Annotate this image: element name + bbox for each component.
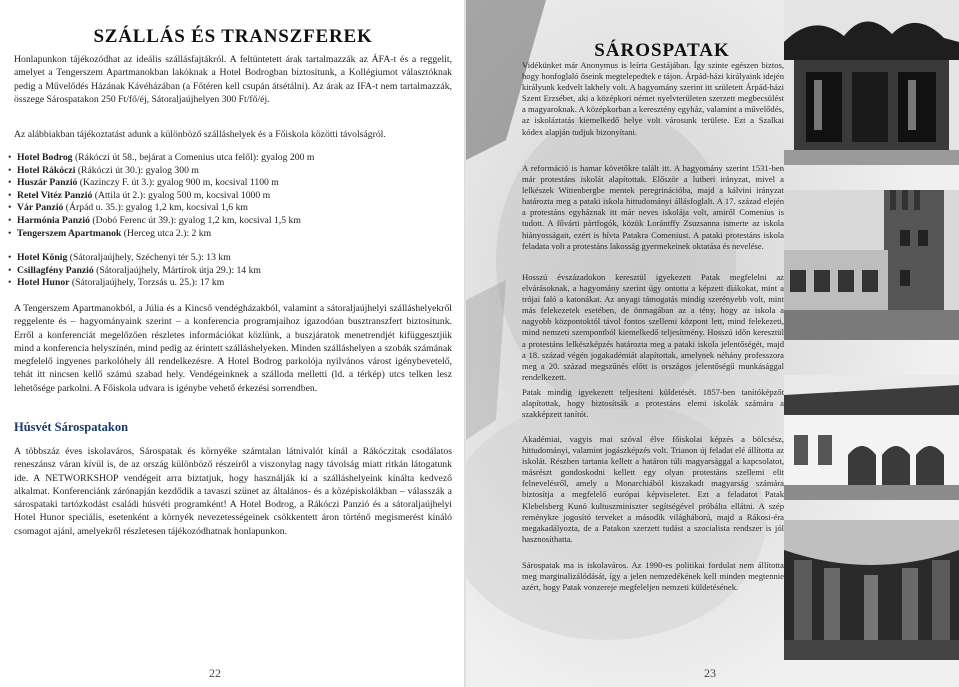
- accommodation-list-satoraljaujhely: [8, 252, 448, 290]
- left-page: [0, 0, 466, 687]
- list-item: • Retel Vitéz Panzió (Attila út 2.): gyalog 500 m, kocsival 1000 m: [8, 190, 448, 203]
- list-item: • Huszár Panzió (Kazinczy F. út 3.): gyalog 900 m, kocsival 1100 m: [8, 177, 448, 190]
- page-title-right: SÁROSPATAK: [594, 40, 730, 61]
- transfer-paragraph: A Tengerszem Apartmanokból, a Júlia és a Kincső vendégházakból, valamint a sátoraljaújhelyi szálláshelyekről reggelente és – hagyományaink szerint – a konferencia programjaihoz igazodóan busztranszfert biztosítunk. Erről a konferenciát megelőzően részletes információkat közlünk, a buszjáratok menetrendjét kifüggesztjük mind a konferencia helyszínén, mind pedig az érintett szálláshelyeken. Minden szálláshelyen a szobák számának megfelelő ingyenes parkolóhely áll rendelkezésre. A Hotel Bodrog parkolója nyilvános várost igénybevetelő, tehát itt nincsen kellő számú szabad hely. Vendégeinknek a szálloda melletti (ld. a térkép) utcs telken lesz lehetősége parkolni. A Főiskola udvara is igénybe vehető érkezési sorrendben.: [14, 303, 452, 394]
- list-item: • Csillagfény Panzió (Sátoraljaújhely, Mártírok útja 29.): 14 km: [8, 265, 448, 278]
- right-page: [466, 0, 959, 687]
- list-item: • Hotel Hunor (Sátoraljaújhely, Torzsás u. 25.): 17 km: [8, 277, 448, 290]
- list-item: • Hotel König (Sátoraljaújhely, Széchenyi tér 5.): 13 km: [8, 252, 448, 265]
- easter-paragraph: A többszáz éves iskolaváros, Sárospatak és környéke számtalan látnivalót kínál a Rákóczitak csodálatos reneszánsz váran kívül is, de az ország különböző részeiről a viszonylag nagy távolság miatt ritkán látogatunk ide. A NETWORKSHOP vendégeit arra biztatjuk, hogy használják ki a szálláshelyeink kínálta kedvező alkalmat. Konferenciánk zárónapján kezdődik a tavaszi szünet az általános- és a középiskolákban – válasszák a sárospataki tartózkodást családi húsvéti programként! A Hotel Bodrog, a Rákóczi Panzió és a sátoraljaújhelyi Hotel Hunor speciális, esetenként a környék nevezetességeinek csökkentett áron történő megismerést kínáló csomagot ajánl, amelyekről részletesen tájékozódhatnak honlapunkon.: [14, 446, 452, 537]
- list-item: • Tengerszem Apartmanok (Herceg utca 2.): 2 km: [8, 228, 448, 241]
- library-interior-photo: [784, 520, 959, 660]
- arcade-courtyard-photo: [784, 375, 959, 500]
- page-number-right: 23: [704, 666, 716, 680]
- list-item: • Harmónia Panzió (Dobó Ferenc út 39.): gyalog 1,2 km, kocsival 1,5 km: [8, 215, 448, 228]
- castle-tower-photo: [784, 190, 959, 340]
- modern-building-photo: [784, 0, 959, 165]
- paragraph-4: Patak mindig igyekezett teljesíteni küldetését. 1857-ben tanítóképzőt alapítottak, hogy biztosítsák a protestáns elemi iskolák számára a szakképzett tanítót.: [522, 387, 784, 420]
- paragraph-3: Hosszú évszázadokon keresztül igyekezett Patak megfelelni az elvárásoknak, a hagyomány szerint úgy ontotta a képzett diákokat, mint a trójai faló a katonákat. Az anyagi támogatás mindig szerényebb volt, mint más felekezetek esetében, de önmagában az a tény, hogy az iskola a nagyobb központoktól távol fontos szellemi központ lett, mind felekezeti, mind nemzeti szempontból kiemelkedő teljesítmény. Hosszú időn keresztül a protestáns lelkészképzés határozta meg a pataki iskola jelentőségét, majd a 18. század végén jogakadémiát alapítottak, amelynek néhány professzora meg a 20. század megszűnés előtt is országos jelentőségű munkásággal rendelkezett.: [522, 272, 784, 382]
- paragraph-6: Sárospatak ma is iskolaváros. Az 1990-es politikai fordulat nem állította meg marginalizálódását, így a jelen nemzedékének kell minden megtennie azért, hogy Patak vonzereje megfeleljen nemzeti küldetésének.: [522, 560, 784, 593]
- paragraph-5: Akadémiai, vagyis mai szóval élve főiskolai képzés a bölcsész, hittudományi, valamint jogászképzés volt. Trianon új feladat elé állította az iskolát. Részben tartania kellett a határon túli magyarsággal a kapcsolatot, másrészt gondoskodni kellett egy olyan protestáns szellemi elit felnevelésről, amely a Monarchiából kiszakadt magyarság számára biztosítja a megfelelő európai képviseletet. Ezt a feladatot Patak Klebelsberg Kunó kultuszminiszter segítségével próbálta ellátni. A szép reménykre jogosító terveket a második világháború, majd a Rákosi-éra megakadályozta, de a Patakon szerzett tudást a szocialista rendszer is jól hasznosíthatta.: [522, 434, 784, 544]
- list-item: • Hotel Bodrog (Rákóczi út 58., bejárat a Comenius utca felől): gyalog 200 m: [8, 152, 448, 165]
- paragraph-2: A reformáció is hamar követőkre talált itt. A hagyomány szerint 1531-ben már protestáns iskolát alapítottak. Először a lutheri irányzat, mivel a lelkészek Wittenbergbe mentek peregrinációba, majd a kálvini irányzat határozta meg a pataki iskola hittudományi állásfoglalt. A 17. század elején a protestáns egyháznak itt már neves iskolája volt, amiről Comenius is tudott. A fővárti pártfogók, közük Lorántffy Zsuzsanna ismerte az iskola hiányosságait, ezért is hívta Patakra Comeniust. A pataki protestáns iskola feladata volt a protestáns lakosság gyermekeinek oktatása és nevelése.: [522, 163, 784, 251]
- accommodation-list-sarospatak: [8, 152, 448, 240]
- list-item: • Hotel Rákóczi (Rákóczi út 30.): gyalog 300 m: [8, 165, 448, 178]
- paragraph-1: Vidékünket már Anonymus is leírta Gestájában. Így szinte egészen biztos, hogy honfoglaló őseink megtelepedtek e tájon. Árpád-házi királyaink idején királyunk kedvelt lakhely volt. A hagyomány szerint itt született Árpád-házi Szent Erzsébet, aki a középkori német nyelvterületen szerzett megbecsülést a magyaroknak. A középkorban a keresztény egyház, valamint a művelődés, az iskoláztatás kiemelkedő helye volt városunk területe. Ezt a Szalkai kódex alapján tudjuk bizonyítani.: [522, 60, 785, 137]
- list-item: • Vár Panzió (Árpád u. 35.): gyalog 1,2 km, kocsival 1,6 km: [8, 202, 448, 215]
- distance-intro: Az alábbiakban tájékoztatást adunk a különböző szálláshelyek és a Főiskola közötti távolságról.: [14, 129, 386, 140]
- page-number-left: 22: [209, 666, 221, 680]
- intro-paragraph: Honlapunkon tájékozódhat az ideális szállásfajtákról. A feltüntetett árak tartalmazzák az ÁFA-t és a reggelit, amelyet a Tengerszem Apartmanokban lakóknak a Hotel Bodrogban biztosítunk, a Kollégiumot választóknak pedig a Művelődés Házának Kávéházában (a Főtéren kell csupán átsétálni). Az árak az IFA-t nem tartalmazzák, összege Sárospatakon 250 Ft/fő/éj, Sátoraljaújhelyen 300 Ft/fő/éj.: [14, 54, 452, 105]
- easter-heading: Húsvét Sárospatakon: [14, 420, 129, 434]
- page-title-left: SZÁLLÁS ÉS TRANSZFEREK: [93, 26, 373, 47]
